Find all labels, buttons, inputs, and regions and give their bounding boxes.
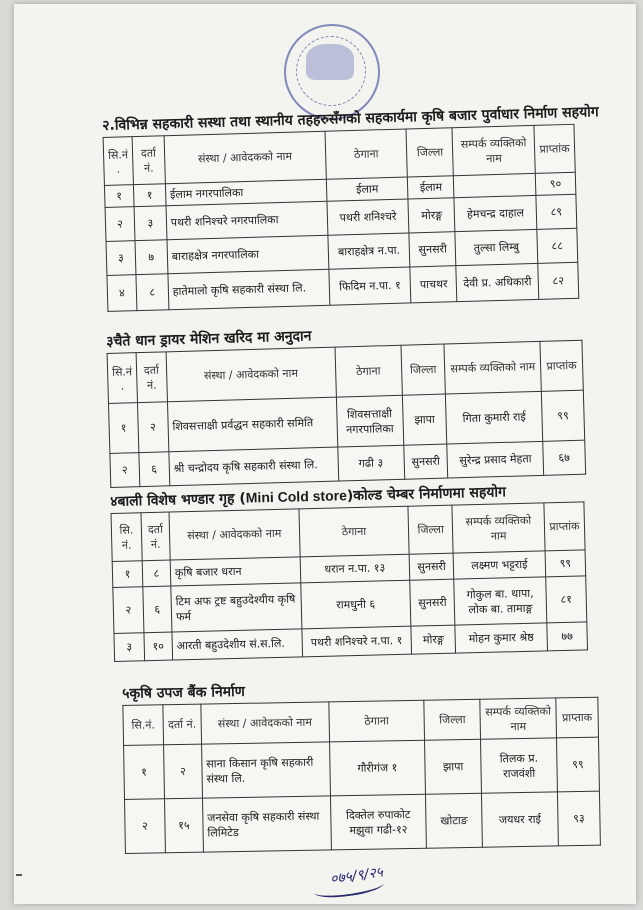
cell: ३ [134, 206, 167, 241]
cell: ९९ [545, 550, 586, 577]
cell: १ [124, 745, 165, 800]
section-3 [106, 319, 586, 488]
cell: ८ [142, 560, 171, 587]
cell: ४ [107, 275, 137, 312]
col-header: ठेगाना [325, 129, 408, 179]
col-header: संस्था / आवेदकको नाम [201, 702, 329, 744]
cell: ८१ [546, 576, 587, 623]
col-header: सि.नं. [123, 705, 164, 746]
cell: जनसेवा कृषि सहकारी संस्था लिमिटेड [202, 796, 331, 852]
section-4 [110, 480, 588, 662]
col-header: ठेगाना [335, 345, 402, 397]
cell: गोकुल बा. थापा, लोक बा. तामाङ्ग [454, 577, 547, 625]
section-2 [102, 102, 604, 312]
cell: देवी प्र. अधिकारी [456, 263, 539, 301]
cell: ईलाम नगरपालिका [165, 179, 327, 205]
cell: पथरी शनिश्चरे न.पा. १ [301, 626, 411, 657]
cell: ६ [139, 452, 170, 487]
cell: शिवसत्ताक्षी नगरपालिका [336, 395, 403, 447]
cell: ९० [535, 172, 576, 195]
cell: ३ [106, 241, 136, 276]
col-header: सि. नं. [111, 513, 142, 562]
section-3-heading: ३चैते धान ड्रायर मेशिन खरिद मा अनुदान [106, 328, 312, 350]
cell: सुनसरी [409, 232, 456, 267]
cell: गढी ३ [337, 445, 404, 481]
col-header: संस्था / आवेदकको नाम [164, 131, 326, 183]
page-edge-mark [16, 874, 22, 876]
cell: सुनसरी [410, 579, 455, 626]
cell: सुनसरी [409, 553, 454, 580]
col-header: सम्पर्क व्यक्तिको नाम [480, 698, 557, 739]
cell: पथरी शनिश्चरे [327, 199, 410, 235]
col-header: सि.नं . [107, 353, 137, 404]
col-header: ठेगाना [299, 506, 410, 557]
heading-suffix: )कोल्ड चेम्बर निर्माणमा सहयोग [346, 484, 507, 505]
col-header: प्राप्तांक [534, 124, 575, 173]
cell: मोहन कुमार श्रेष्ठ [455, 623, 547, 653]
cell: १ [108, 403, 138, 454]
section-4-table [111, 501, 588, 662]
cell: टिम अफ ट्रष्ट बहुउदेश्यीय कृषि फर्म [171, 583, 302, 632]
table-row [125, 791, 601, 853]
col-header: दर्ता नं. [163, 704, 202, 745]
cell: ८२ [538, 262, 579, 299]
cell: आरती बहुउदेशीय सं.स.लि. [172, 629, 302, 660]
cell: मोरङ्ग [411, 625, 456, 654]
cell: २ [164, 744, 203, 799]
cell: १ [112, 561, 143, 588]
cell: ईलाम [408, 176, 455, 199]
cell: ७ [135, 240, 168, 275]
document-page [14, 4, 636, 904]
cell: ८ [136, 274, 169, 311]
cell: ७७ [547, 622, 588, 651]
cell: झापा [425, 739, 482, 794]
cell: ६ [143, 586, 172, 633]
cell: दिक्तेल रुपाकोट मझुवा गढी-१२ [330, 794, 427, 850]
cell: २ [137, 402, 168, 453]
col-header: दर्ता नं. [136, 352, 167, 403]
cell: धरान न.पा. १३ [300, 554, 410, 583]
col-header: संस्था / आवेदकको नाम [166, 347, 336, 402]
heading-prefix: ४बाली विशेष भण्डार गृह ( [110, 490, 246, 510]
cell: हातेमालो कृषि सहकारी संस्था लि. [168, 269, 330, 309]
cell: बाराहक्षेत्र नगरपालिका [167, 235, 329, 273]
table-row [124, 737, 600, 799]
cell: शिवसत्ताक्षी प्रर्वद्धन सहकारी समिति [167, 397, 337, 452]
cell: ९३ [557, 791, 600, 846]
cell: रामधुनी ६ [300, 580, 411, 629]
cell: खोटाङ [426, 793, 483, 848]
section-2-table [103, 124, 580, 312]
cell: २ [113, 587, 144, 634]
section-5 [122, 676, 601, 854]
cell: मोरङ्ग [408, 198, 455, 233]
cell: झापा [402, 394, 447, 445]
cell: ९९ [556, 737, 599, 792]
col-header: सि.नं . [103, 137, 133, 186]
cell: बाराहक्षेत्र न.पा. [328, 233, 411, 269]
section-2-heading: २.विभिन्न सहकारी सस्था तथा स्थानीय तहहरुसँगको सहकार्यमा कृषि बजार पुर्वाधार निर्माण सहयोग [102, 104, 599, 134]
col-header: जिल्ला [408, 505, 453, 554]
section-5-table [122, 697, 601, 854]
cell: २ [110, 453, 140, 488]
cell: कृषि बजार धरान [170, 557, 300, 586]
col-header: सम्पर्क व्यक्तिको नाम [444, 341, 541, 394]
col-header: सम्पर्क व्यक्तिको नाम [452, 125, 535, 175]
cell: ९९ [541, 390, 584, 441]
cell: तुल्सा लिम्बु [455, 229, 538, 265]
col-header: संस्था / आवेदकको नाम [169, 509, 300, 560]
cell [454, 173, 536, 197]
col-header: ठेगाना [328, 700, 424, 742]
col-header: जिल्ला [401, 344, 446, 395]
cell: पथरी शनिश्चरे नगरपालिका [166, 201, 328, 239]
cell: ८८ [537, 228, 578, 263]
cell: ३ [114, 633, 145, 662]
cell: हेमचन्द्र दाहाल [454, 195, 537, 231]
cell: सुरेन्द्र प्रसाद मेहता [447, 441, 543, 478]
col-header: दर्ता नं. [141, 512, 170, 561]
col-header: प्राप्तांक [540, 340, 583, 391]
signature-stroke [313, 875, 385, 901]
cell: लक्ष्मण भट्टराई [453, 551, 545, 579]
cell: फिदिम न.पा. १ [329, 267, 412, 305]
col-header: जिल्ला [406, 128, 453, 177]
cell: १० [144, 632, 173, 661]
col-header: सम्पर्क व्यक्तिको नाम [452, 503, 545, 553]
col-header: जिल्ला [424, 699, 481, 740]
section-3-table [107, 340, 587, 488]
cell: ८९ [536, 194, 577, 229]
cell: श्री चन्द्रोदय कृषि सहकारी संस्था लि. [169, 447, 339, 486]
cell: गौरीगंज १ [329, 740, 426, 796]
official-seal [284, 24, 380, 120]
cell: ६७ [543, 440, 586, 475]
col-header: दर्ता नं. [132, 136, 165, 185]
cell: पाचथर [410, 266, 457, 303]
cell: साना किसान कृषि सहकारी संस्था लि. [201, 742, 330, 798]
cell: ईलाम [326, 177, 408, 201]
heading-english: Mini Cold store [245, 487, 348, 506]
handwritten-signature: ०७५/९/२५ [329, 864, 385, 888]
cell: २ [125, 799, 166, 854]
col-header: प्राप्तांक [544, 502, 585, 551]
seal-emblem [306, 44, 354, 80]
col-header: प्राप्ताक [556, 697, 599, 738]
cell: १ [104, 185, 133, 208]
cell: सुनसरी [403, 444, 448, 479]
cell: २ [105, 207, 135, 242]
cell: १५ [164, 798, 203, 853]
cell: गिता कुमारी राई [446, 391, 543, 444]
cell: १ [133, 184, 166, 207]
cell: जयधर राई [482, 792, 559, 847]
cell: तिलक प्र. राजवंशी [481, 738, 558, 793]
section-5-heading: ५कृषि उपज बैंक निर्माण [122, 683, 245, 702]
